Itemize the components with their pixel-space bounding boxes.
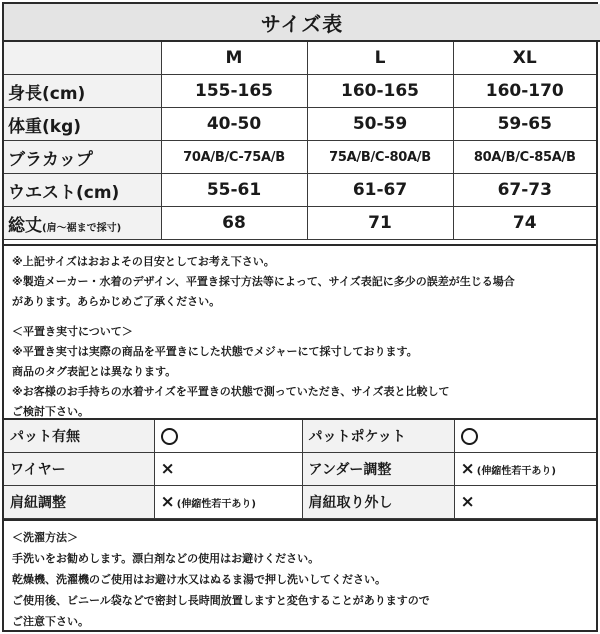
note-line: ※上記サイズはおおよその目安としてお考え下さい。 [12, 255, 275, 268]
header-size-xl: XL [453, 42, 596, 75]
feature-value [154, 453, 302, 486]
wash-line: ご使用後、ビニール袋などで密封し長時間放置しますと変色することがありますので [12, 594, 430, 607]
wash-line: ご注意下さい。 [12, 615, 89, 628]
feature-value [454, 453, 596, 486]
feature-label: パット有無 [4, 419, 154, 453]
feature-note: (伸縮性若干あり) [476, 465, 556, 477]
circle-icon [161, 428, 178, 445]
washing-instructions [4, 519, 596, 630]
circle-icon [461, 428, 478, 445]
cell-value: 160-170 [453, 75, 596, 108]
cross-icon: × [160, 492, 175, 512]
size-chart-frame [2, 2, 598, 632]
cell-value: 50-59 [307, 108, 453, 141]
cross-icon: × [460, 492, 475, 512]
note-line: があります。あらかじめご了承ください。 [12, 295, 221, 308]
note-line: 商品のタグ表記とは異なります。 [12, 365, 177, 378]
feature-label: ワイヤー [4, 453, 154, 486]
header-size-m: M [161, 42, 307, 75]
feature-value [154, 419, 302, 453]
cell-value: 61-67 [307, 174, 453, 207]
cell-value: 80A/B/C-85A/B [453, 141, 596, 174]
note-line: ご検討下さい。 [12, 405, 89, 418]
cell-value: 55-61 [161, 174, 307, 207]
cell-value: 70A/B/C-75A/B [161, 141, 307, 174]
size-row-weight [4, 108, 596, 141]
cell-value: 155-165 [161, 75, 307, 108]
note-line: ※お客様のお手持ちの水着サイズを平置きの状態で測っていただき、サイズ表と比較して [12, 385, 450, 398]
row-label-text: 総丈 [8, 215, 42, 236]
wash-line: 乾燥機、洗濯機のご使用はお避け水又はぬるま湯で押し洗いしてください。 [12, 573, 386, 586]
size-row-waist [4, 174, 596, 207]
note-gap [12, 312, 588, 322]
row-label: ウエスト(cm) [4, 174, 161, 207]
size-header-row [4, 42, 596, 75]
cell-value: 160-165 [307, 75, 453, 108]
feature-label: アンダー調整 [302, 453, 454, 486]
wash-heading: ＜洗濯方法＞ [12, 531, 78, 544]
size-row-length [4, 207, 596, 240]
row-label [4, 207, 161, 240]
cell-value: 74 [453, 207, 596, 240]
feature-note: (伸縮性若干あり) [176, 498, 256, 510]
cell-value: 59-65 [453, 108, 596, 141]
cell-value: 71 [307, 207, 453, 240]
feature-value [454, 419, 596, 453]
note-heading: ＜平置き実寸について＞ [12, 325, 133, 338]
feature-value [154, 486, 302, 519]
row-label: 体重(kg) [4, 108, 161, 141]
wash-line: 手洗いをお勧めします。漂白剤などの使用はお避けください。 [12, 552, 320, 565]
header-corner-cell [4, 42, 161, 75]
row-label: 身長(cm) [4, 75, 161, 108]
feature-row-pad [4, 419, 596, 453]
chart-title: サイズ表 [4, 4, 600, 42]
feature-label: 肩紐調整 [4, 486, 154, 519]
row-label-note: (肩～裾まで採寸) [42, 222, 122, 234]
cell-value: 68 [161, 207, 307, 240]
note-line: ※製造メーカー・水着のデザイン、平置き採寸方法等によって、サイズ表記に多少の誤差が生じる場合 [12, 275, 515, 288]
cell-value: 75A/B/C-80A/B [307, 141, 453, 174]
row-label: ブラカップ [4, 141, 161, 174]
feature-value [454, 486, 596, 519]
note-line: ※平置き実寸は実際の商品を平置きにした状態でメジャーにて採寸しております。 [12, 345, 418, 358]
size-row-bra-cup [4, 141, 596, 174]
feature-row-wire [4, 453, 596, 486]
feature-label: パットポケット [302, 419, 454, 453]
size-notes [4, 244, 596, 418]
size-row-height [4, 75, 596, 108]
feature-table [4, 418, 596, 519]
size-table [4, 42, 596, 240]
header-size-l: L [307, 42, 453, 75]
cross-icon: × [160, 459, 175, 479]
cell-value: 67-73 [453, 174, 596, 207]
feature-row-strap [4, 486, 596, 519]
cross-icon: × [460, 459, 475, 479]
feature-label: 肩紐取り外し [302, 486, 454, 519]
cell-value: 40-50 [161, 108, 307, 141]
